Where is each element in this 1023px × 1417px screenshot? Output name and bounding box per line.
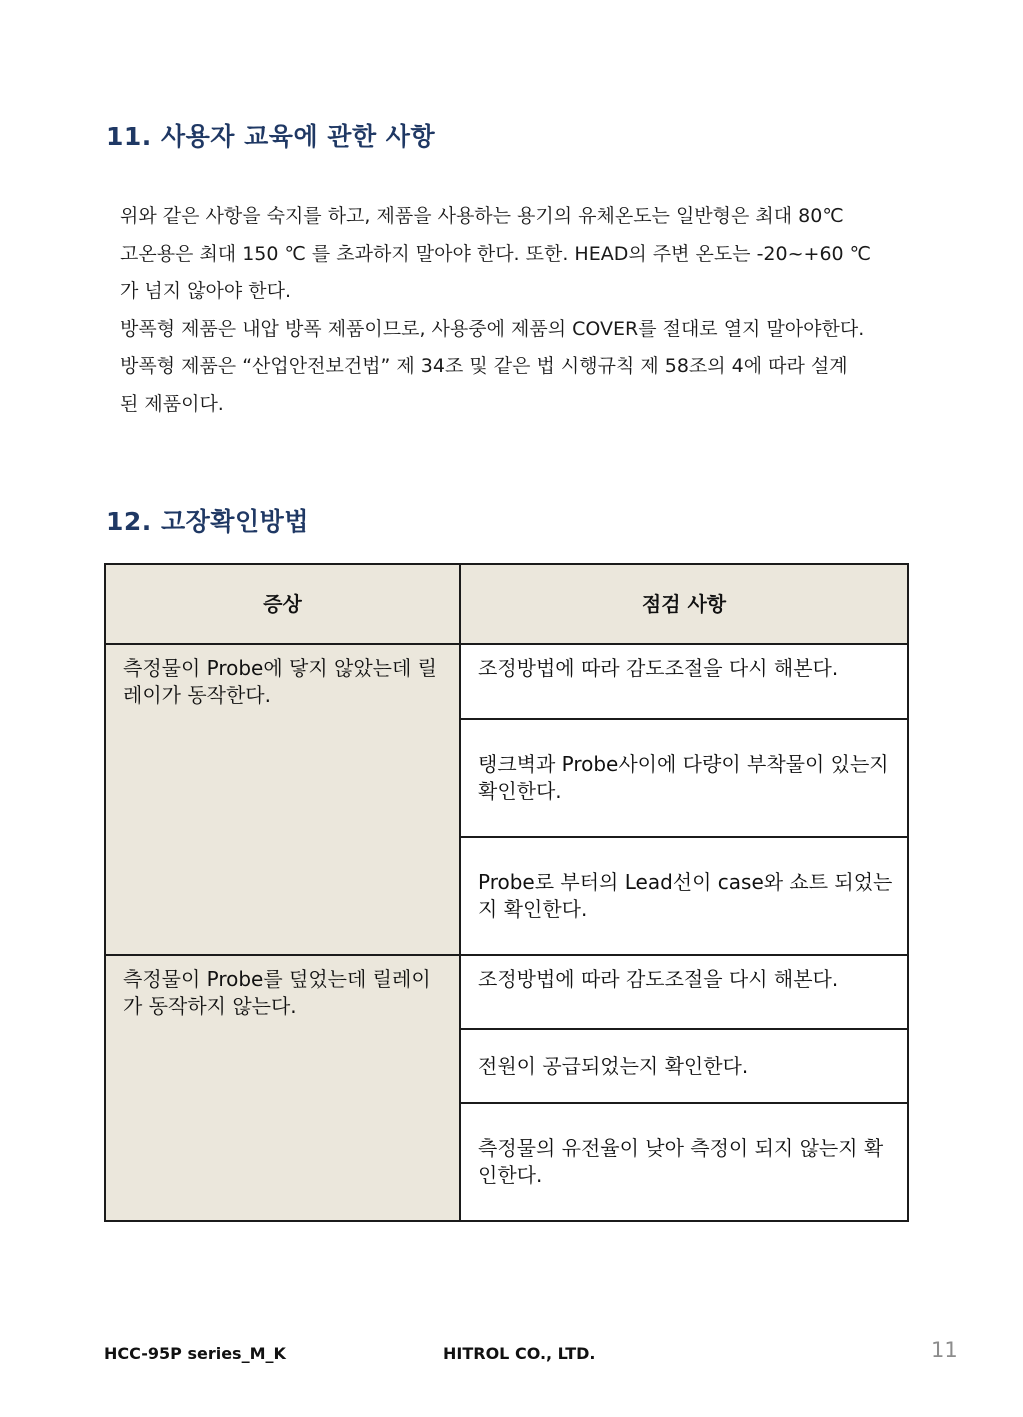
troubleshooting-table (104, 563, 909, 1222)
footer-document-id: HCC-95P series_M_K (104, 1344, 286, 1363)
body-line: 가 넘지 않아야 한다. (120, 280, 291, 303)
table-row (105, 955, 908, 1029)
check-cell: 탱크벽과 Probe사이에 다량이 부착물이 있는지 확인한다. (460, 719, 908, 837)
table-header-row (105, 564, 908, 644)
body-line: 고온용은 최대 150 ℃ 를 초과하지 말아야 한다. 또한. HEAD의 주변 온도는 -20~+60 ℃ (120, 242, 872, 265)
body-line: 방폭형 제품은 내압 방폭 제품이므로, 사용중에 제품의 COVER를 절대로 열지 말아야한다. (120, 317, 865, 340)
footer-company: HITROL CO., LTD. (443, 1344, 596, 1363)
table-row (105, 644, 908, 719)
body-line: 방폭형 제품은 “산업안전보건법” 제 34조 및 같은 법 시행규칙 제 58조의 4에 따라 설계 (120, 355, 848, 378)
section-11-heading: 11. 사용자 교육에 관한 사항 (106, 122, 436, 151)
check-cell: 조정방법에 따라 감도조절을 다시 해본다. (460, 644, 908, 719)
check-cell: 측정물의 유전율이 낮아 측정이 되지 않는지 확인한다. (460, 1103, 908, 1221)
symptom-cell: 측정물이 Probe에 닿지 않았는데 릴레이가 동작한다. (105, 644, 460, 955)
header-symptom: 증상 (105, 564, 460, 644)
section-12-heading: 12. 고장확인방법 (106, 507, 309, 536)
page-number: 11 (931, 1338, 958, 1362)
check-cell: 전원이 공급되었는지 확인한다. (460, 1029, 908, 1103)
check-cell: 조정방법에 따라 감도조절을 다시 해본다. (460, 955, 908, 1029)
check-cell: Probe로 부터의 Lead선이 case와 쇼트 되었는지 확인한다. (460, 837, 908, 955)
symptom-cell: 측정물이 Probe를 덮었는데 릴레이가 동작하지 않는다. (105, 955, 460, 1221)
header-check-items: 점검 사항 (460, 564, 908, 644)
body-line: 된 제품이다. (120, 392, 224, 415)
section-11-body (120, 198, 970, 424)
body-line: 위와 같은 사항을 숙지를 하고, 제품을 사용하는 용기의 유체온도는 일반형은 최대 80℃ (120, 205, 844, 227)
